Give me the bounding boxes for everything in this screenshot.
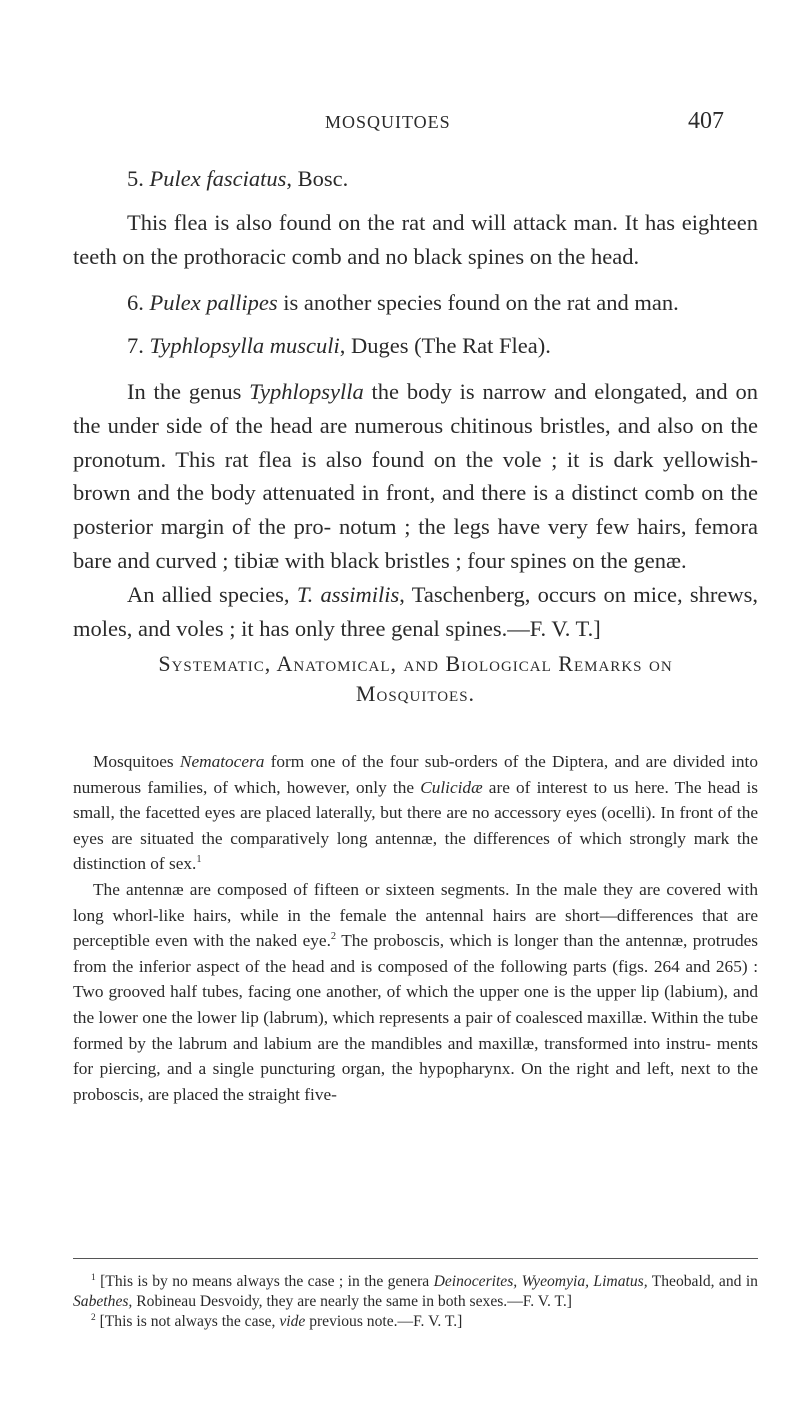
running-title: MOSQUITOES <box>325 112 451 132</box>
section-heading: Systematic, Anatomical, and Biological Remarks on Mosquitoes. <box>158 651 673 706</box>
species-6-name: Pulex pallipes <box>149 290 278 316</box>
page-number: 407 <box>688 108 724 134</box>
species-7-heading: 7. Typhlopsylla musculi, Duges (The Rat Flea). <box>127 333 551 359</box>
footnote-2: $^2$ [This is not always the case, vide previous note.—F. V. T.] <box>91 1312 463 1330</box>
footnote-ref-1: 1 <box>196 854 202 866</box>
mosquito-text <box>73 749 758 1107</box>
paragraph-mosquitoes-2: The antennæ are composed of fifteen or sixteen segments. In the male they are covered with long whorl-like hairs, while in the female the antennal hairs are short—differences that are perceptible even with the naked eye.$^2$ The proboscis, which is longer than the antennæ, protrudes from the inferior aspect of the head and is composed of the following parts (figs. 264 and 265) : Two grooved half tubes, facing one another, of which the upper one is the upper lip (labium), and the lower one the lower lip (labrum), which represents a pair of coalesced maxillæ. Within the tube formed by the labrum and labium are the mandibles and maxillæ, transformed into instru- ments for piercing, and a single puncturing organ, the hypopharynx. On the right and left, next to the proboscis, are placed the straight five- <box>73 879 759 1104</box>
footnote-ref-2: 2 <box>330 931 337 943</box>
footnote-divider <box>73 1258 758 1259</box>
paragraph-mosquitoes-1: Mosquitoes Nematocera form one of the four sub-orders of the Diptera, and are divided into numerous families, of which, however, only the Culicidæ are of interest to us here. The head is small, the facetted eyes are placed laterally, but there are no accessory eyes (ocelli). In front of the eyes are situated the comparatively long antennæ, the differences of which strongly mark the distinction of sex.$^1$ <box>73 752 758 874</box>
footnotes <box>73 1272 758 1332</box>
species-5-heading: 5. Pulex fasciatus, Bosc. <box>127 166 349 191</box>
species-5-name: Pulex fasciatus <box>149 166 287 191</box>
running-head <box>0 108 800 142</box>
paragraph-typhlopsylla: In the genus Typhlopsylla the body is narrow and elongated, and on the under side of the head are numerous chitinous bristles, and also on the pronotum. This rat flea is also found on the vole ; it is dark yellowish-brown and the body attenuated in front, and there is a distinct comb on the posterior margin of the pro- notum ; the legs have very few hairs, femora bare and curved ; tibiæ with black bristles ; four spines on the genæ. <box>73 378 758 573</box>
species-7-name: Typhlopsylla musculi <box>149 333 340 359</box>
paragraph-species-5: This flea is also found on the rat and will attack man. It has eighteen teeth on the prothoracic comb and no black spines on the head. <box>73 209 758 269</box>
species-6-line: 6. Pulex pallipes is another species found on the rat and man. <box>127 290 679 316</box>
main-text <box>73 162 758 645</box>
paragraph-allied-species: An allied species, T. assimilis, Taschenberg, occurs on mice, shrews, moles, and voles ; it has only three genal spines.—F. V. T.] <box>73 581 758 641</box>
footnote-1: $^1$ [This is by no means always the case ; in the genera Deinocerites, Wyeomyia, Limatus, Theobald, and in Sabethes, Robineau Desvoidy, they are nearly the same in both sexes.—F. V. T.] <box>73 1272 758 1310</box>
